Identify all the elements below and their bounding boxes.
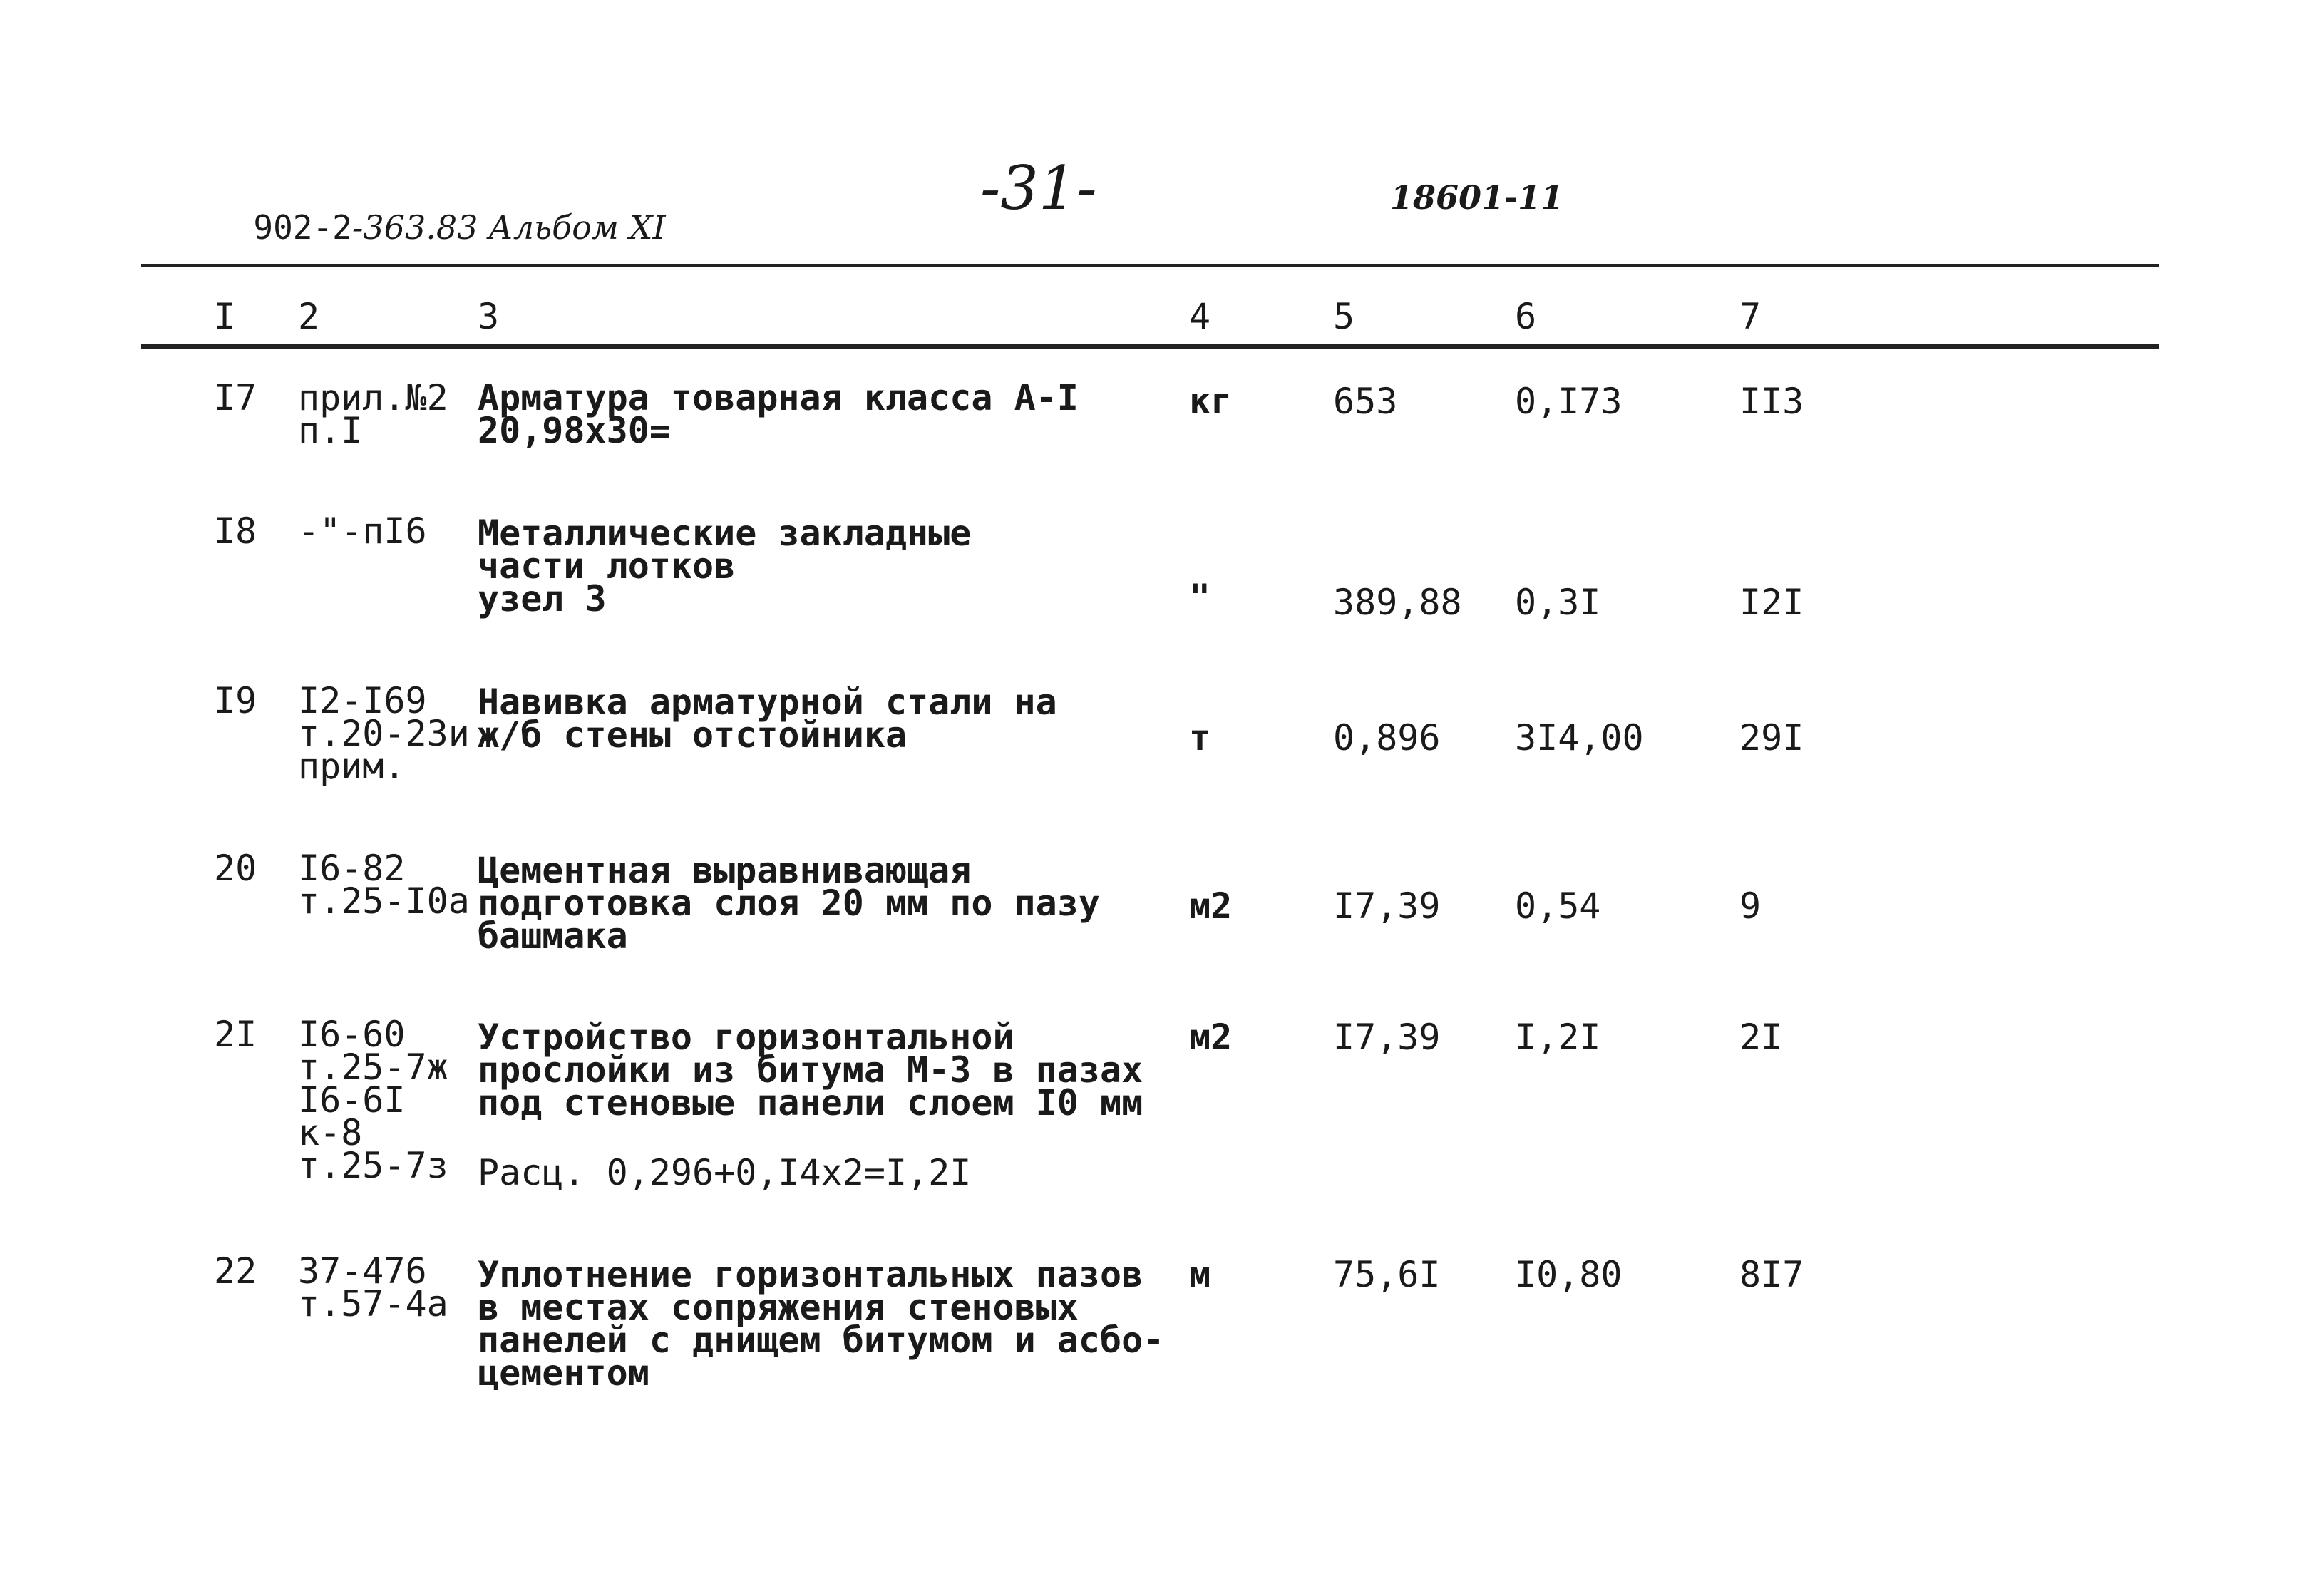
row-unit: м [1189,1254,1211,1295]
row-quantity: 389,88 [1333,582,1462,623]
row-total: 9 [1739,885,1762,927]
row-calculation: Расц. 0,296+0,I4х2=I,2I [478,1152,972,1193]
row-reference: I6-82 т.25-I0а [298,848,470,922]
top-rule [141,264,2159,267]
page-number: -31- [980,153,1097,223]
row-unit: " [1189,577,1211,618]
row-number: I9 [214,680,257,721]
row-reference: I2-I69 т.20-23и прим. [298,680,470,787]
column-header-2: 2 [298,296,320,337]
row-total: 29I [1739,717,1804,758]
row-number: 20 [214,848,257,889]
row-quantity: I7,39 [1333,1017,1441,1058]
column-header-3: 3 [478,296,500,337]
column-header-6: 6 [1515,296,1537,337]
row-number: 22 [214,1250,257,1292]
row-unit-price: 0,3I [1515,582,1601,623]
row-unit: м2 [1189,1017,1233,1058]
row-unit: кг [1189,381,1233,422]
row-total: 8I7 [1739,1254,1804,1295]
row-reference: I6-60 т.25-7ж I6-6I к-8 т.25-7з [298,1014,448,1186]
row-total: 2I [1739,1017,1783,1058]
row-reference: прил.№2 п.I [298,377,448,451]
row-description: Устройство горизонтальной прослойки из битума М-3 в пазах под стеновые панели слоем I0 мм [478,1017,1143,1123]
row-reference: 37-476 т.57-4а [298,1250,448,1324]
row-unit-price: 3I4,00 [1515,717,1644,758]
row-reference: -"-пI6 [298,510,427,552]
document-code [214,170,666,247]
row-quantity: 0,896 [1333,717,1441,758]
doc-number: 18601-11 [1390,178,1564,217]
header-rule [141,344,2159,349]
row-description: Цементная выравнивающая подготовка слоя 20 мм по пазу башмака [478,850,1100,957]
code-number: 902-2 [253,208,352,247]
row-total: II3 [1739,381,1804,422]
column-header-1: I [214,296,236,337]
row-quantity: I7,39 [1333,885,1441,927]
row-description: Уплотнение горизонтальных пазов в местах сопряжения стеновых панелей с днищем битумом и асбо- цементом [478,1254,1165,1394]
row-number: I8 [214,510,257,552]
column-header-5: 5 [1333,296,1355,337]
row-description: Арматура товарная класса А-I 20,98х30= [478,377,1079,451]
row-unit: т [1189,717,1211,758]
row-description: Металлические закладные части лотков узел 3 [478,513,972,619]
row-quantity: 653 [1333,381,1398,422]
row-description: Навивка арматурной стали на ж/б стены отстойника [478,681,1057,756]
row-total: I2I [1739,582,1804,623]
row-unit-price: 0,I73 [1515,381,1623,422]
row-unit: м2 [1189,885,1233,927]
column-header-7: 7 [1739,296,1762,337]
row-number: 2I [214,1014,257,1055]
row-unit-price: I0,80 [1515,1254,1623,1295]
row-unit-price: 0,54 [1515,885,1601,927]
row-unit-price: I,2I [1515,1017,1601,1058]
row-number: I7 [214,377,257,418]
handwritten-album-note: -363.83 Альбом XI [351,208,666,247]
row-quantity: 75,6I [1333,1254,1441,1295]
column-header-4: 4 [1189,296,1211,337]
